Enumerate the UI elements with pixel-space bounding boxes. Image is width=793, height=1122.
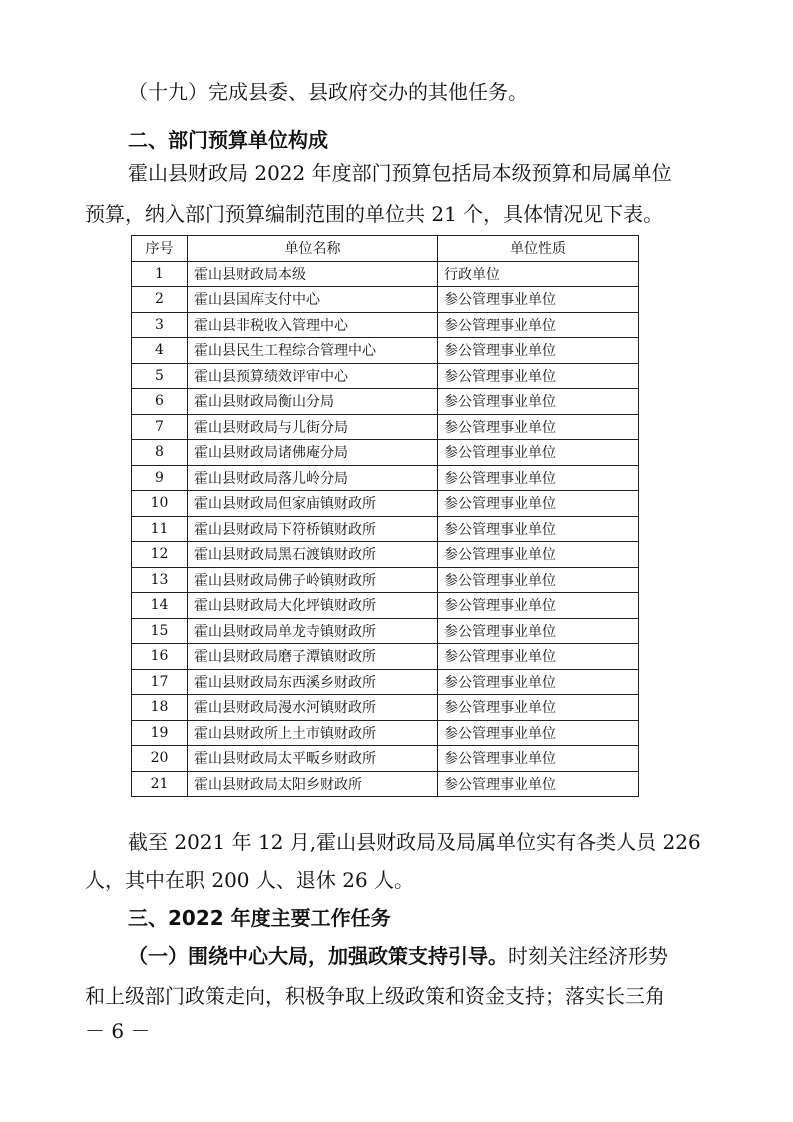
row-index: 12 — [132, 542, 188, 568]
row-unit-name: 霍山县财政局单龙寺镇财政所 — [188, 618, 438, 644]
row-index: 21 — [132, 771, 188, 797]
budget-units-table — [131, 235, 639, 797]
row-unit-nature: 参公管理事业单位 — [438, 440, 639, 466]
row-unit-name: 霍山县财政局太平畈乡财政所 — [188, 746, 438, 772]
row-unit-nature: 参公管理事业单位 — [438, 338, 639, 364]
row-index: 3 — [132, 312, 188, 338]
header-unit-nature: 单位性质 — [438, 236, 639, 262]
row-index: 15 — [132, 618, 188, 644]
paragraph-units-line-1: 霍山县财政局 2022 年度部门预算包括局本级预算和局属单位 — [128, 161, 672, 185]
row-unit-name: 霍山县非税收入管理中心 — [188, 312, 438, 338]
section-heading-2: 二、部门预算单位构成 — [128, 128, 328, 152]
row-index: 5 — [132, 363, 188, 389]
row-unit-nature: 参公管理事业单位 — [438, 746, 639, 772]
row-unit-name: 霍山县财政局落儿岭分局 — [188, 465, 438, 491]
row-unit-nature: 参公管理事业单位 — [438, 695, 639, 721]
row-index: 8 — [132, 440, 188, 466]
row-index: 1 — [132, 261, 188, 287]
row-index: 14 — [132, 593, 188, 619]
row-unit-name: 霍山县国库支付中心 — [188, 287, 438, 313]
table-row — [132, 618, 639, 644]
row-index: 16 — [132, 644, 188, 670]
table-row — [132, 440, 639, 466]
row-unit-nature: 参公管理事业单位 — [438, 644, 639, 670]
row-index: 6 — [132, 389, 188, 415]
table-row — [132, 593, 639, 619]
row-unit-name: 霍山县财政局但家庙镇财政所 — [188, 491, 438, 517]
row-unit-name: 霍山县民生工程综合管理中心 — [188, 338, 438, 364]
row-index: 20 — [132, 746, 188, 772]
row-unit-nature: 参公管理事业单位 — [438, 287, 639, 313]
paragraph-units-line-2: 预算，纳入部门预算编制范围的单位共 21 个，具体情况见下表。 — [85, 202, 664, 226]
table-row — [132, 720, 639, 746]
row-unit-name: 霍山县财政局下符桥镇财政所 — [188, 516, 438, 542]
header-unit-name: 单位名称 — [188, 236, 438, 262]
row-unit-nature: 参公管理事业单位 — [438, 618, 639, 644]
table-row — [132, 491, 639, 517]
paragraph-staff-line-1: 截至 2021 年 12 月,霍山县财政局及局属单位实有各类人员 226 — [128, 830, 701, 854]
row-index: 9 — [132, 465, 188, 491]
row-unit-name: 霍山县财政局漫水河镇财政所 — [188, 695, 438, 721]
table-row — [132, 644, 639, 670]
row-unit-name: 霍山县财政局东西溪乡财政所 — [188, 669, 438, 695]
row-index: 7 — [132, 414, 188, 440]
row-index: 10 — [132, 491, 188, 517]
row-unit-nature: 参公管理事业单位 — [438, 771, 639, 797]
row-unit-nature: 参公管理事业单位 — [438, 567, 639, 593]
table-header-row — [132, 236, 639, 262]
page-number: － 6 － — [85, 1019, 151, 1043]
row-unit-nature: 参公管理事业单位 — [438, 389, 639, 415]
row-unit-nature: 参公管理事业单位 — [438, 593, 639, 619]
table-row — [132, 363, 639, 389]
row-index: 18 — [132, 695, 188, 721]
table-row — [132, 261, 639, 287]
paragraph-staff-line-2: 人，其中在职 200 人、退休 26 人。 — [85, 868, 415, 892]
table-row — [132, 669, 639, 695]
task-1-text: 时刻关注经济形势 — [508, 944, 668, 968]
task-1-title: （一）围绕中心大局，加强政策支持引导。 — [128, 944, 508, 968]
table-row — [132, 771, 639, 797]
table-row — [132, 312, 639, 338]
header-index: 序号 — [132, 236, 188, 262]
table-row — [132, 542, 639, 568]
paragraph-task-1-line-1 — [128, 942, 668, 970]
row-index: 4 — [132, 338, 188, 364]
table-row — [132, 414, 639, 440]
row-unit-name: 霍山县财政局本级 — [188, 261, 438, 287]
table-row — [132, 389, 639, 415]
table-row — [132, 746, 639, 772]
row-unit-nature: 参公管理事业单位 — [438, 363, 639, 389]
row-unit-name: 霍山县预算绩效评审中心 — [188, 363, 438, 389]
paragraph-task-1-line-2: 和上级部门政策走向，积极争取上级政策和资金支持；落实长三角 — [85, 984, 665, 1008]
row-unit-name: 霍山县财政局磨子潭镇财政所 — [188, 644, 438, 670]
row-unit-name: 霍山县财政局太阳乡财政所 — [188, 771, 438, 797]
section-heading-3: 三、2022 年度主要工作任务 — [128, 906, 391, 930]
row-index: 2 — [132, 287, 188, 313]
row-unit-nature: 参公管理事业单位 — [438, 414, 639, 440]
table-row — [132, 338, 639, 364]
table-row — [132, 516, 639, 542]
row-unit-nature: 参公管理事业单位 — [438, 312, 639, 338]
row-unit-name: 霍山县财政局诸佛庵分局 — [188, 440, 438, 466]
row-unit-name: 霍山县财政局佛子岭镇财政所 — [188, 567, 438, 593]
row-unit-name: 霍山县财政所上土市镇财政所 — [188, 720, 438, 746]
row-unit-name: 霍山县财政局衡山分局 — [188, 389, 438, 415]
table-row — [132, 567, 639, 593]
row-index: 11 — [132, 516, 188, 542]
row-index: 19 — [132, 720, 188, 746]
row-unit-nature: 参公管理事业单位 — [438, 516, 639, 542]
table-row — [132, 465, 639, 491]
row-unit-nature: 参公管理事业单位 — [438, 669, 639, 695]
table-row — [132, 695, 639, 721]
row-unit-nature: 参公管理事业单位 — [438, 542, 639, 568]
row-index: 13 — [132, 567, 188, 593]
row-unit-name: 霍山县财政局与儿街分局 — [188, 414, 438, 440]
paragraph-item-19: （十九）完成县委、县政府交办的其他任务。 — [128, 80, 528, 104]
row-unit-nature: 参公管理事业单位 — [438, 720, 639, 746]
row-index: 17 — [132, 669, 188, 695]
row-unit-nature: 参公管理事业单位 — [438, 465, 639, 491]
row-unit-name: 霍山县财政局大化坪镇财政所 — [188, 593, 438, 619]
table-row — [132, 287, 639, 313]
row-unit-nature: 行政单位 — [438, 261, 639, 287]
row-unit-nature: 参公管理事业单位 — [438, 491, 639, 517]
row-unit-name: 霍山县财政局黑石渡镇财政所 — [188, 542, 438, 568]
